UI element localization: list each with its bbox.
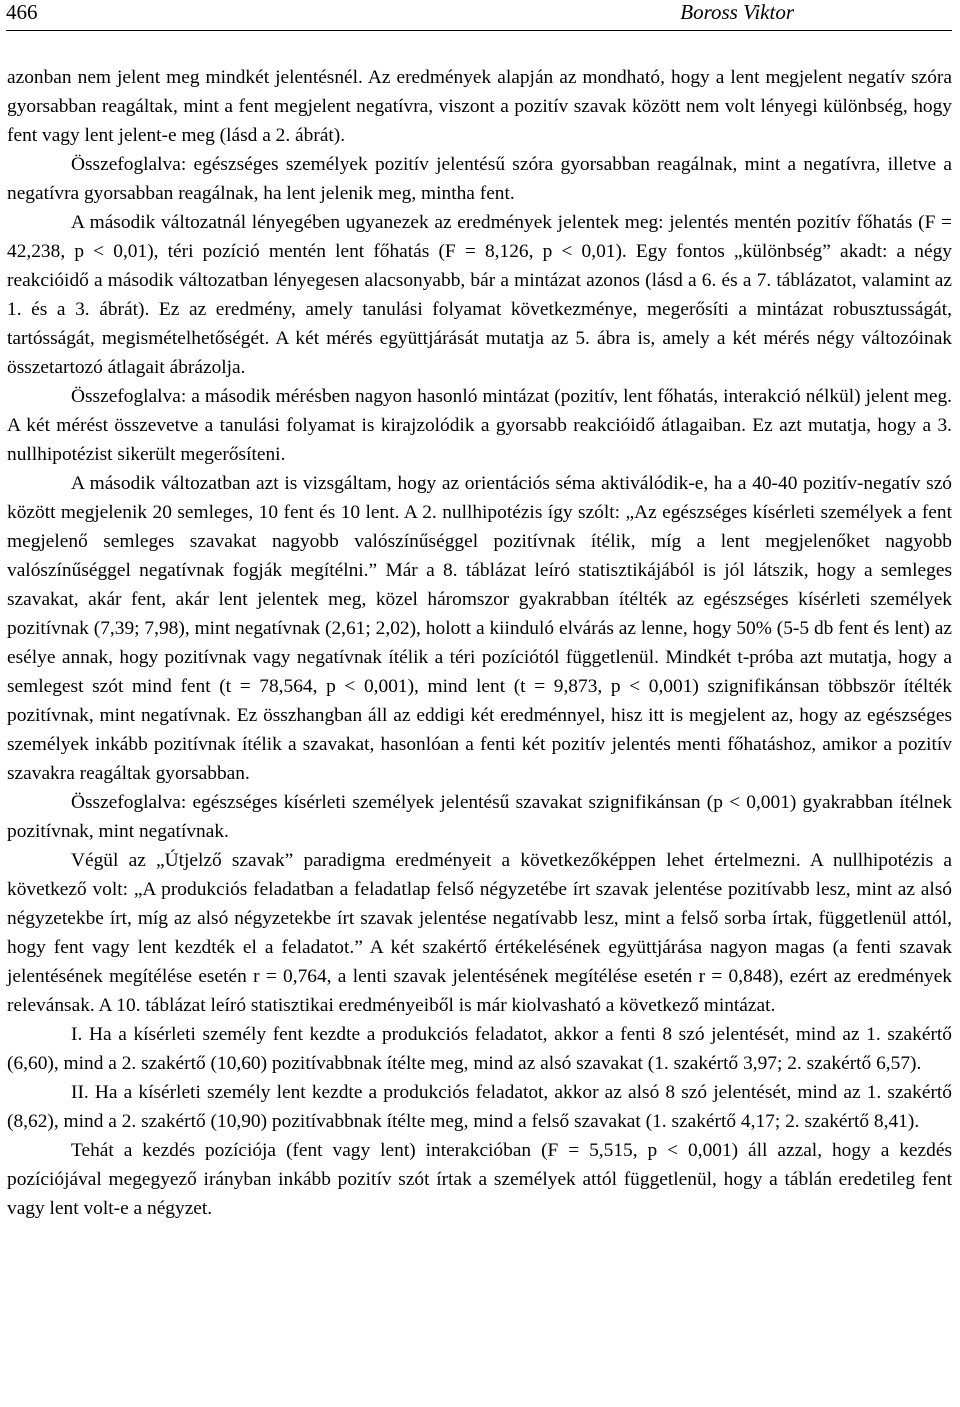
paragraph: A második változatnál lényegében ugyanezek az eredmények jelentek meg: jelentés mentén pozitív főhatás (F = 42,238, p < 0,01), téri pozíció mentén lent főhatás (F = 8,126, p < 0,01). Egy fontos „különbség” akadt: a négy reakcióidő a második változatban lényegesen alacsonyabb, bár a mintázat azonos (lásd a 6. és a 7. táblázatot, valamint az 1. és a 3. ábrát). Ez az eredmény, amely tanulási folyamat következménye, megerősíti a mintázat robusztusságát, tartósságát, megismételhetőségét. A két mérés együttjárását mutatja az 5. ábra is, amely a két mérés négy változóinak összetartozó átlagait ábrázolja. (7, 212, 952, 378)
paragraph: II. Ha a kísérleti személy lent kezdte a produkciós feladatot, akkor az alsó 8 szó jelentését, mind az 1. szakértő (8,62), mind a 2. szakértő (10,90) pozitívabbnak ítélte meg, mind a felső szavakat (1. szakértő 4,17; 2. szakértő 8,41). (7, 1082, 952, 1132)
running-author: Boross Viktor (680, 0, 794, 24)
running-header (6, 0, 952, 31)
paragraph: Összefoglalva: egészséges kísérleti személyek jelentésű szavakat szignifikánsan (p < 0,001) gyakrabban ítélnek pozitívnak, mint negatívnak. (7, 792, 952, 842)
paragraph: A második változatban azt is vizsgáltam, hogy az orientációs séma aktiválódik-e, ha a 40-40 pozitív-negatív szó között megjelenik 20 semleges, 10 fent és 10 lent. A 2. nullhipotézis így szólt: „Az egészséges kísérleti személyek a fent megjelenő semleges szavakat nagyobb valószínűséggel pozitívnak ítélik, míg a lent megjelenőket nagyobb valószínűséggel negatívnak fogják megítélni.” Már a 8. táblázat leíró statisztikájából is jól látszik, hogy a semleges szavakat, akár fent, akár lent jelentek meg, közel háromszor gyakrabban ítélték az egészséges kísérleti személyek pozitívnak (7,39; 7,98), mint negatívnak (2,61; 2,02), holott a kiinduló elvárás az lenne, hogy 50% (5-5 db fent és lent) az esélye annak, hogy pozitívnak vagy negatívnak ítélik a téri pozíciótól függetlenül. Mindkét t-próba azt mutatja, hogy a semlegest szót mind fent (t = 78,564, p < 0,001), mind lent (t = 9,873, p < 0,001) szignifikánsan többször ítélték pozitívnak, mint negatívnak. Ez összhangban áll az eddigi két eredménnyel, hisz itt is megjelent az, hogy az egészséges személyek inkább pozitívnak ítélik a szavakat, hasonlóan a fenti két pozitív jelentés menti főhatáshoz, amikor a pozitív szavakra reagáltak gyorsabban. (7, 473, 952, 784)
paragraph: Tehát a kezdés pozíciója (fent vagy lent) interakcióban (F = 5,515, p < 0,001) áll azzal, hogy a kezdés pozíciójával megegyező irányban inkább pozitív szót írtak a személyek attól függetlenül, hogy a táblán eredetileg fent vagy lent volt-e a négyzet. (7, 1140, 952, 1219)
paragraph: I. Ha a kísérleti személy fent kezdte a produkciós feladatot, akkor a fenti 8 szó jelentését, mind az 1. szakértő (6,60), mind a 2. szakértő (10,60) pozitívabbnak ítélte meg, mind az alsó szavakat (1. szakértő 3,97; 2. szakértő 6,57). (7, 1024, 952, 1074)
paragraph: azonban nem jelent meg mindkét jelentésnél. Az eredmények alapján az mondható, hogy a lent megjelent negatív szóra gyorsabban reagáltak, mint a fent megjelent negatívra, viszont a pozitív szavak között nem volt lényegi különbség, hogy fent vagy lent jelent-e meg (lásd a 2. ábrát). (7, 67, 952, 146)
paragraph: Végül az „Útjelző szavak” paradigma eredményeit a következőképpen lehet értelmezni. A nullhipotézis a következő volt: „A produkciós feladatban a feladatlap felső négyzetébe írt szavak jelentése pozitívabb lesz, mint az alsó négyzetekbe írt, míg az alsó négyzetekbe írt szavak jelentése negatívabb lesz, mint a felső sorba írtak, függetlenül attól, hogy fent vagy lent kezdték el a feladatot.” A két szakértő értékelésének együttjárása nagyon magas (a fenti szavak jelentésének megítélése esetén r = 0,764, a lenti szavak jelentésének megítélése esetén r = 0,848), ezért az eredmények relevánsak. A 10. táblázat leíró statisztikai eredményeiből is már kiolvasható a következő mintázat. (7, 850, 952, 1016)
page-number: 466 (6, 0, 38, 24)
body-text (7, 63, 952, 1223)
paragraph: Összefoglalva: egészséges személyek pozitív jelentésű szóra gyorsabban reagálnak, mint a negatívra, illetve a negatívra gyorsabban reagálnak, ha lent jelenik meg, mintha fent. (7, 154, 952, 204)
paragraph: Összefoglalva: a második mérésben nagyon hasonló mintázat (pozitív, lent főhatás, interakció nélkül) jelent meg. A két mérést összevetve a tanulási folyamat is kirajzolódik a gyorsabb reakcióidő átlagaiban. Ez azt mutatja, hogy a 3. nullhipotézist sikerült megerősíteni. (7, 386, 952, 465)
